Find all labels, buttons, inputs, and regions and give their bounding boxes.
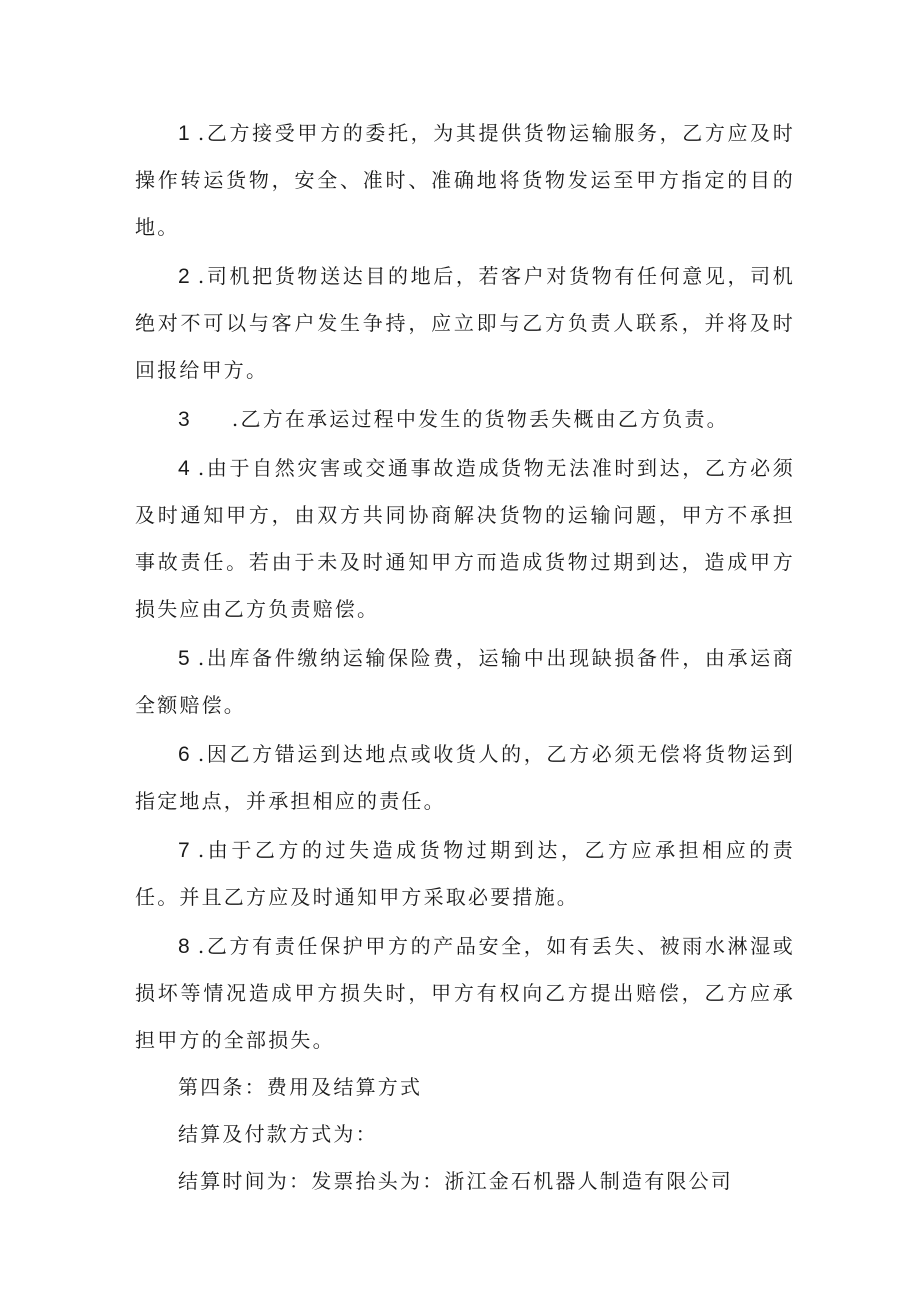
clause-number: 6 [178, 743, 192, 766]
clause-text: .乙方有责任保护甲方的产品安全，如有丢失、被雨水淋湿或损坏等情况造成甲方损失时，甲方有权向乙方提出赔偿，乙方应承担甲方的全部损失。 [135, 934, 795, 1052]
clause-5 [135, 635, 795, 729]
settlement-line: 结算时间为：发票抬头为：浙江金石机器人制造有限公司 [178, 1169, 733, 1193]
clause-text: .乙方在承运过程中发生的货物丢失概由乙方负责。 [231, 407, 729, 431]
clause-1 [135, 110, 795, 251]
clause-text: .司机把货物送达目的地后，若客户对货物有任何意见，司机绝对不可以与客户发生争持，应立即与乙方负责人联系，并将及时回报给甲方。 [135, 264, 795, 382]
clause-text: .因乙方错运到达地点或收货人的，乙方必须无偿将货物运到指定地点，并承担相应的责任。 [135, 742, 795, 813]
clause-text: .出库备件缴纳运输保险费，运输中出现缺损备件，由承运商全额赔偿。 [135, 646, 795, 717]
clause-number: 7 [178, 839, 192, 862]
article-heading: 第四条：费用及结算方式 [178, 1075, 423, 1099]
clause-number: 2 [178, 265, 192, 288]
clause-7 [135, 827, 795, 921]
clause-number: 4 [178, 457, 192, 480]
clause-2 [135, 253, 795, 394]
clause-text: .乙方接受甲方的委托，为其提供货物运输服务，乙方应及时操作转运货物，安全、准时、准确地将货物发运至甲方指定的目的地。 [135, 121, 795, 239]
clause-text: .由于自然灾害或交通事故造成货物无法准时到达，乙方必须及时通知甲方，由双方共同协商解决货物的运输问题，甲方不承担事故责任。若由于未及时通知甲方而造成货物过期到达，造成甲方损失应由乙方负责赔偿。 [135, 456, 795, 621]
clause-4 [135, 445, 795, 633]
clause-3 [135, 396, 795, 443]
clause-text: .由于乙方的过失造成货物过期到达，乙方应承担相应的责任。并且乙方应及时通知甲方采取必要措施。 [135, 838, 795, 909]
clause-number: 1 [178, 122, 192, 145]
document-body [135, 110, 795, 1205]
clause-8 [135, 923, 795, 1064]
clause-number: 3 [178, 408, 192, 431]
clause-number: 5 [178, 647, 192, 670]
payment-method-line: 结算及付款方式为： [178, 1122, 378, 1146]
clause-6 [135, 731, 795, 825]
clause-number: 8 [178, 935, 192, 958]
